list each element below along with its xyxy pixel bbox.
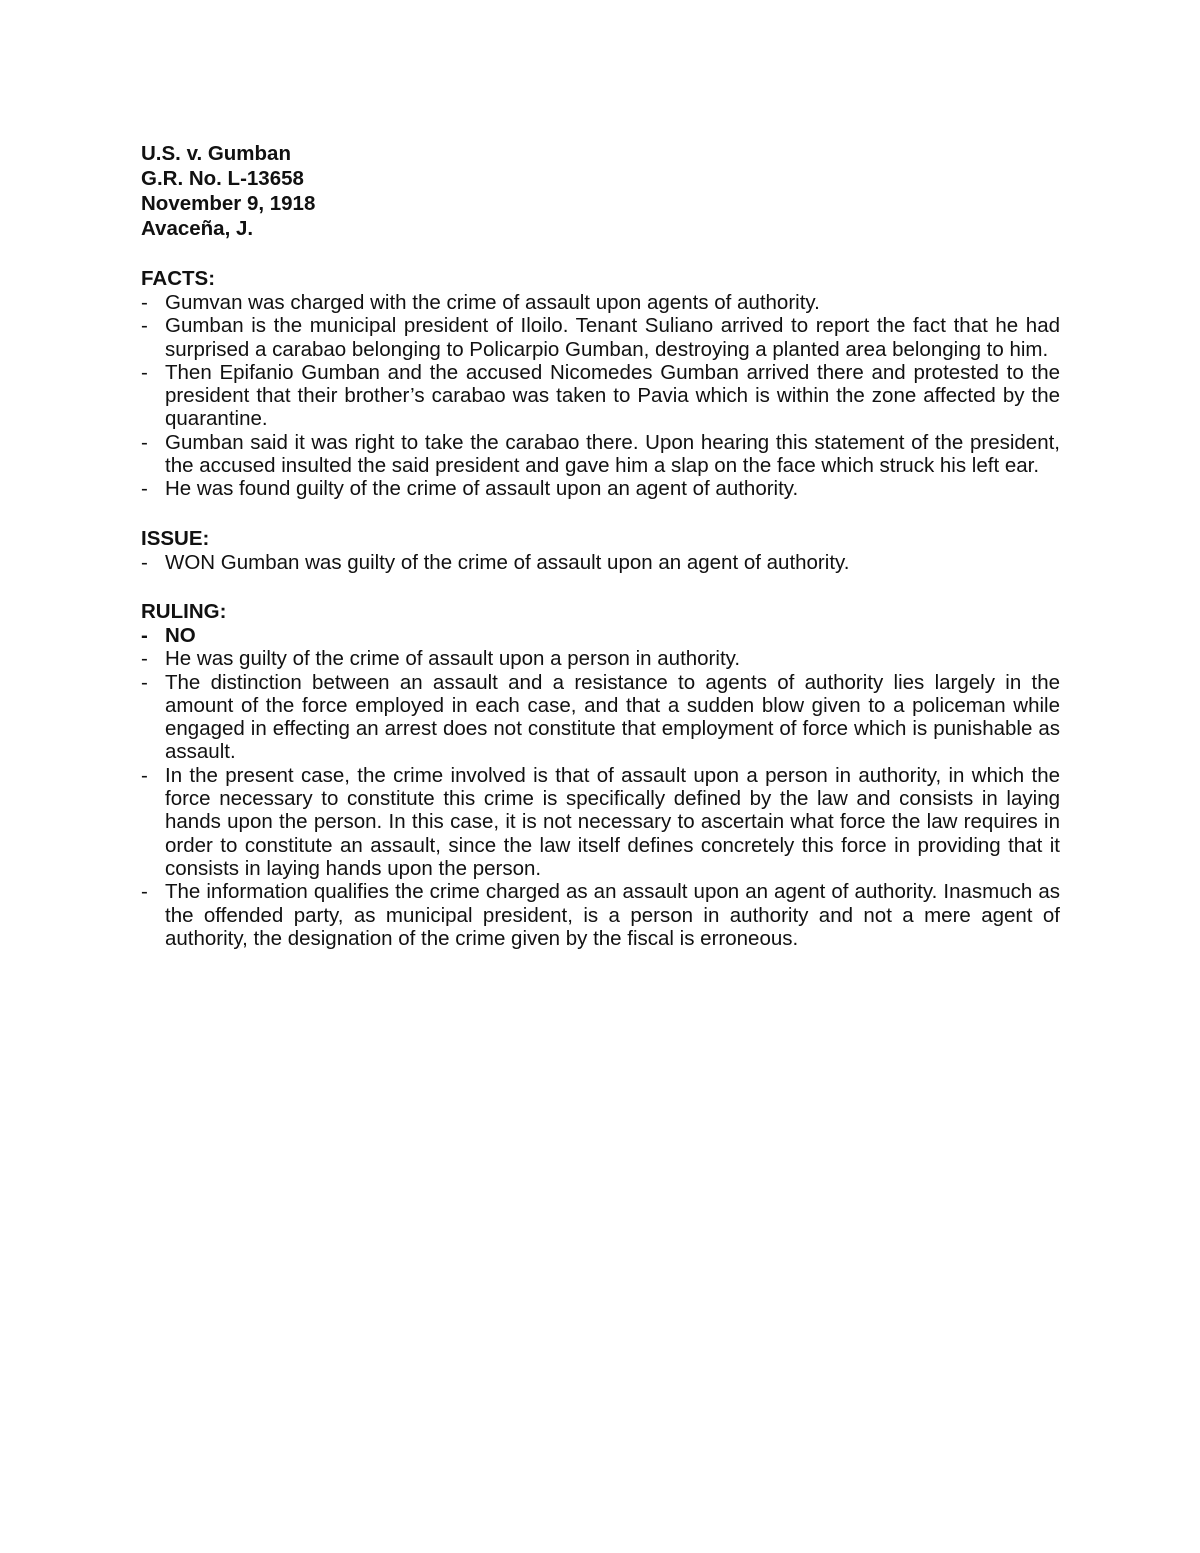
bullet-dash: - (141, 360, 148, 384)
list-item (141, 671, 1060, 764)
fact-text: Gumban said it was right to take the carabao there. Upon hearing this statement of the president, the accused insulted the said president and gave him a slap on the face which struck his left ear. (165, 430, 1060, 478)
facts-list (141, 291, 1060, 501)
ruling-answer (141, 624, 1060, 647)
issue-list (141, 551, 1060, 574)
fact-text: Gumban is the municipal president of Iloilo. Tenant Suliano arrived to report the fact that he had surprised a carabao belonging to Policarpio Gumban, destroying a planted area belonging to him. (165, 314, 1060, 361)
decision-date: November 9, 1918 (141, 192, 316, 215)
issue-section (141, 526, 1060, 574)
bullet-dash: - (141, 291, 148, 314)
issue-heading: ISSUE: (141, 526, 210, 550)
fact-text: He was found guilty of the crime of assault upon an agent of authority. (165, 477, 799, 501)
ruling-answer-text: NO (165, 623, 196, 647)
case-header (141, 141, 1060, 241)
list-item (141, 880, 1060, 950)
ponente: Avaceña, J. (141, 217, 254, 240)
list-item (141, 361, 1060, 431)
list-item (141, 551, 1060, 574)
fact-text: Then Epifanio Gumban and the accused Nicomedes Gumban arrived there and protested to the president that their brother’s carabao was taken to Pavia which is within the zone affected by the quarantine. (165, 360, 1060, 431)
fact-text: Gumvan was charged with the crime of assault upon agents of authority. (165, 291, 820, 314)
list-item (141, 764, 1060, 880)
facts-section (141, 266, 1060, 501)
bullet-dash: - (141, 670, 148, 694)
issue-text: WON Gumban was guilty of the crime of assault upon an agent of authority. (165, 550, 850, 574)
list-item (141, 291, 1060, 314)
ruling-text: In the present case, the crime involved is that of assault upon a person in authority, in which the force necessary to constitute this crime is specifically defined by the law and consists in laying hands upon the person. In this case, it is not necessary to ascertain what force the law requires in order to constitute an assault, since the law itself defines concretely this force in providing that it consists in laying hands upon the person. (165, 763, 1060, 880)
bullet-dash: - (141, 430, 148, 454)
facts-heading: FACTS: (141, 267, 216, 290)
bullet-dash: - (141, 763, 148, 787)
bullet-dash: - (141, 477, 148, 501)
gr-number: G.R. No. L-13658 (141, 167, 304, 190)
list-item (141, 477, 1060, 500)
list-item (141, 431, 1060, 478)
ruling-text: The information qualifies the crime charged as an assault upon an agent of authority. Inasmuch as the offended party, as municipal president, is a person in authority and not a mere agent of authority, the designation of the crime given by the fiscal is erroneous. (165, 880, 1060, 950)
ruling-text: The distinction between an assault and a resistance to agents of authority lies largely in the amount of the force employed in each case, and that a sudden blow given to a policeman while engaged in effecting an arrest does not constitute that employment of force which is punishable as assault. (165, 670, 1060, 764)
list-item (141, 314, 1060, 361)
case-title: U.S. v. Gumban (141, 142, 291, 165)
ruling-section (141, 599, 1060, 950)
bullet-dash: - (141, 880, 148, 904)
ruling-list (141, 624, 1060, 950)
bullet-dash: - (141, 623, 148, 647)
ruling-text: He was guilty of the crime of assault upon a person in authority. (165, 647, 741, 671)
list-item (141, 647, 1060, 670)
ruling-heading: RULING: (141, 599, 227, 623)
bullet-dash: - (141, 647, 148, 671)
bullet-dash: - (141, 314, 148, 338)
document-page (141, 141, 1060, 950)
bullet-dash: - (141, 550, 148, 574)
